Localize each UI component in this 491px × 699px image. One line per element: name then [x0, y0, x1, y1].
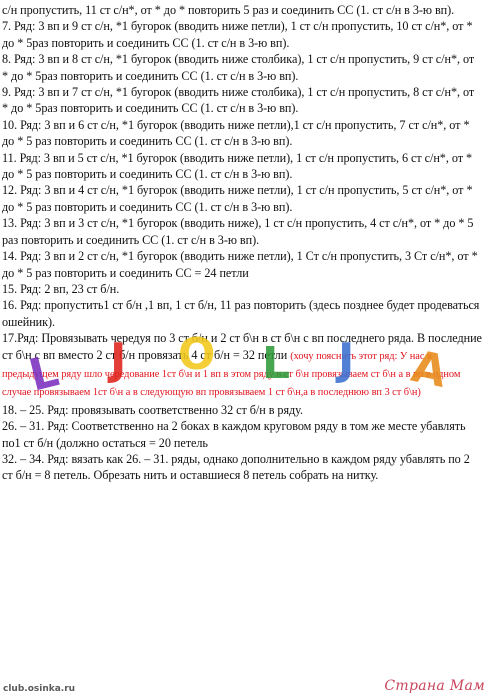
watermark-letter-6: A [407, 341, 452, 398]
paragraph-row-26-31: 26. – 31. Ряд: Соответственно на 2 боках в каждом круговом ряду в том же месте убавлять по1 ст б/н (должно остаться = 20 петель [2, 419, 466, 450]
paragraph-row-13: 13. Ряд: 3 вп и 3 ст с/н, *1 бугорок (вводить ниже), 1 ст с/н пропустить, 4 ст с/н*, от * до * 5 раз повторить и соединить СС (1. ст с/н в 3-ю вп). [2, 216, 474, 247]
paragraph-row-7: 7. Ряд: 3 вп и 9 ст с/н, *1 бугорок (вводить ниже петли), 1 ст с/н пропустить, 10 ст с/н*, от * до * 5раз повторить и соединить СС (1. ст с/н в 3-ю вп). [2, 19, 473, 50]
row-17-note: (хочу пояснить этот ряд: У нас в предыдущем ряду шло чередование 1ст б\н и 1 вп в этом ряду в ст б\н провязываем ст б\н а в вп в одном случае провязываем 1ст б\н а в следующую вп провязываем 1 ст б\н,а в последнюю вп 3 ст б\н) [2, 350, 461, 399]
row-17-text: 17.Ряд: Провязывать чередуя по 3 ст б/н и 2 ст б\н в ст б\н с вп последнего ряда. В последние ст б\н с вп вместо 2 ст б/н провязать 4 ст б/н = 32 петли [2, 331, 482, 362]
paragraph-row-9: 9. Ряд: 3 вп и 7 ст с/н, *1 бугорок (вводить ниже столбика), 1 ст с/н пропустить, 8 ст с/н*, от * до * 5раз повторить и соединить СС (1. ст с/н в 3-ю вп). [2, 85, 475, 116]
paragraph-row-16: 16. Ряд: пропустить1 ст б/н ,1 вп, 1 ст б/н, 11 раз повторить (здесь позднее будет продеваться ошейник). [2, 298, 480, 329]
watermark-letter-1: L [24, 345, 64, 402]
paragraph-row-12: 12. Ряд: 3 вп и 4 ст с/н, *1 бугорок (вводить ниже петли), 1 ст с/н пропустить, 5 ст с/н*, от * до * 5 раз повторить и соединить СС (1. ст с/н в 3-ю вп). [2, 183, 473, 214]
paragraph-row-6-end: с/н пропустить, 11 ст с/н*, от * до * повторить 5 раз и соединить СС (1. ст с/н в 3-ю вп). [2, 3, 455, 17]
paragraph-row-8: 8. Ряд: 3 вп и 8 ст с/н, *1 бугорок (вводить ниже столбика), 1 ст с/н пропустить, 9 ст с/н*, от * до * 5раз повторить и соединить СС (1. ст с/н в 3-ю вп). [2, 52, 475, 83]
paragraph-row-14: 14. Ряд: 3 вп и 2 ст с/н, *1 бугорок (вводить ниже петли), 1 Ст с/н пропустить, 3 Ст с/н*, от * до * 5 раз повторить и соединить СС = 24 петли [2, 249, 478, 280]
watermark-letter-5: J [338, 334, 355, 385]
pattern-text [2, 2, 482, 484]
watermark-letter-3: O [178, 329, 216, 380]
site-stamp: Страна Мам [384, 678, 485, 694]
watermark-letter-2: J [110, 334, 127, 385]
paragraph-row-17 [2, 330, 482, 402]
site-watermark: club.osinka.ru [3, 684, 76, 694]
paragraph-row-18-25: 18. – 25. Ряд: провязывать соответственно 32 ст б/н в ряду. [2, 402, 303, 417]
paragraph-row-32-34: 32. – 34. Ряд: вязать как 26. – 31. ряды, однако дополнительно в каждом ряду убавлять по 2 ст б/н = 8 петель. Обрезать нить и оставшиеся 8 петель собрать на нитку. [2, 451, 470, 483]
paragraph-row-11: 11. Ряд: 3 вп и 5 ст с/н, *1 бугорок (вводить ниже петли), 1 ст с/н пропустить, 6 ст с/н*, от * до * 5 раз повторить и соединить СС (1. ст с/н в 3-ю вп). [2, 150, 473, 182]
watermark-letter-4: L [262, 338, 291, 389]
paragraph-row-15: 15. Ряд: 2 вп, 23 ст б/н. [2, 281, 120, 296]
paragraph-row-10: 10. Ряд: 3 вп и 6 ст с/н, *1 бугорок (вводить ниже петли),1 ст с/н пропустить, 7 ст с/н*, от * до * 5 раз повторить и соединить СС (1. ст с/н в 3-ю вп). [2, 117, 470, 149]
